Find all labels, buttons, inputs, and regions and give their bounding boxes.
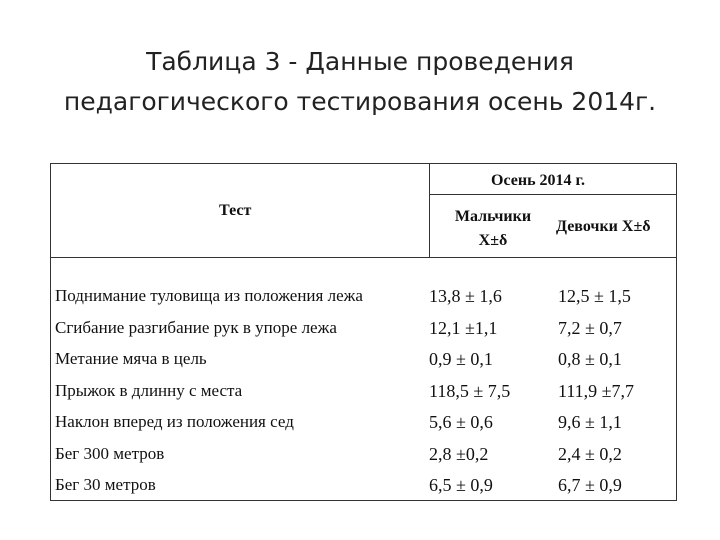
cell-girls: 0,8 ± 0,1: [558, 349, 622, 369]
cell-boys: 0,9 ± 0,1: [429, 349, 493, 369]
cell-girls: 111,9 ±7,7: [558, 381, 635, 401]
cell-girls: 2,4 ± 0,2: [558, 444, 622, 464]
cell-boys: 12,1 ±1,1: [429, 318, 498, 338]
title-line-1: Таблица 3 - Данные проведения: [146, 47, 574, 76]
header-test: Тест: [219, 202, 252, 219]
cell-test: Поднимание туловища из положения лежа: [55, 286, 363, 305]
header-boys-formula: X±δ: [478, 232, 508, 249]
cell-girls: 12,5 ± 1,5: [558, 286, 631, 306]
table-row: [51, 409, 677, 440]
header-divider-bottom: [51, 257, 677, 258]
cell-girls: 7,2 ± 0,7: [558, 318, 622, 338]
cell-test: Сгибание разгибание рук в упоре лежа: [55, 318, 337, 337]
cell-girls: 6,7 ± 0,9: [558, 475, 622, 495]
cell-test: Бег 300 метров: [55, 444, 165, 463]
table-row: [51, 315, 677, 346]
table-row: [51, 378, 677, 409]
cell-boys: 2,8 ±0,2: [429, 444, 489, 464]
table-row: [51, 441, 677, 472]
header-divider-vertical: [429, 164, 430, 257]
title-line-2: педагогического тестирования осень 2014г.: [63, 87, 657, 116]
cell-girls: 9,6 ± 1,1: [558, 412, 622, 432]
table-row: [51, 283, 677, 314]
cell-boys: 6,5 ± 0,9: [429, 475, 493, 495]
header-boys: [439, 205, 547, 253]
cell-boys: 13,8 ± 1,6: [429, 286, 502, 306]
cell-test: Прыжок в длинну с места: [55, 381, 243, 400]
cell-test: Наклон вперед из положения сед: [55, 412, 294, 431]
results-table: [50, 163, 677, 501]
table-row: [51, 346, 677, 377]
cell-boys: 5,6 ± 0,6: [429, 412, 493, 432]
cell-boys: 118,5 ± 7,5: [429, 381, 511, 401]
slide-title: [0, 42, 720, 122]
header-boys-label: Мальчики: [454, 208, 532, 225]
cell-test: Бег 30 метров: [55, 475, 156, 494]
header-girls: Девочки X±δ: [556, 218, 651, 235]
cell-test: Метание мяча в цель: [55, 349, 207, 368]
header-season: Осень 2014 г.: [491, 172, 585, 189]
header-divider-season: [429, 194, 677, 195]
table-row: [51, 472, 677, 503]
